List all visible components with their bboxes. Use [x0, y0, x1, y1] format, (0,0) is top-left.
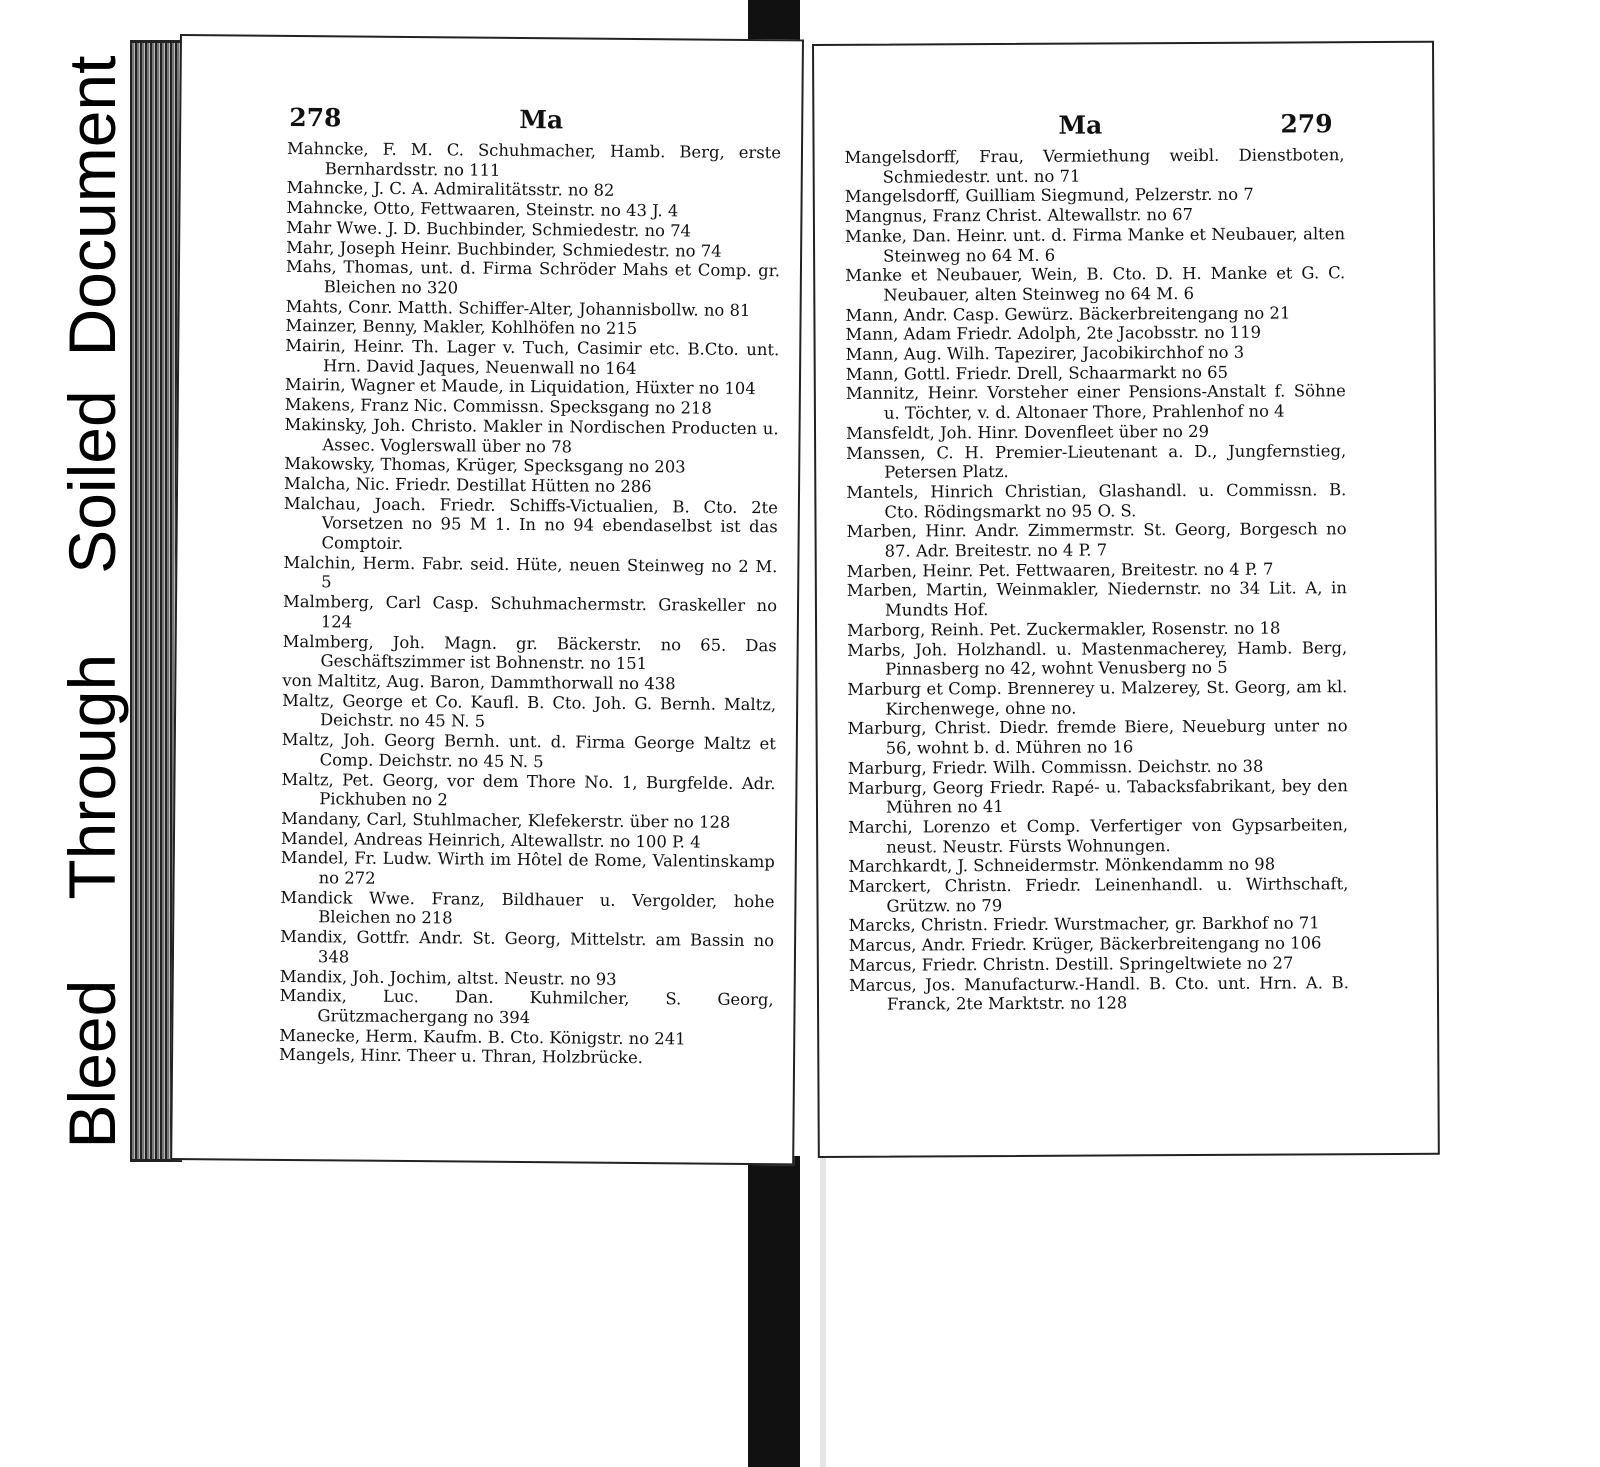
directory-entry: Mansfeldt, Joh. Hinr. Dovenfleet über no 29 — [845, 421, 1210, 443]
directory-entry: Mandix, Joh. Jochim, altst. Neustr. no 93 — [279, 966, 617, 989]
directory-entry: Mahts, Conr. Matth. Schiffer-Alter, Johannisbollw. no 81 — [285, 296, 751, 320]
directory-entry: Manssen, C. H. Premier-Lieutenant a. D., Jungfernstieg, Petersen Platz. — [846, 440, 1347, 482]
directory-entry: Maltz, Pet. Georg, vor dem Thore No. 1, Burgfelde. Adr. Pickhuben no 2 — [281, 769, 776, 810]
directory-entry: Mantels, Hinrich Christian, Glashandl. u. Commissn. B. Cto. Rödingsmarkt no 95 O. S. — [846, 480, 1347, 522]
page-number: 278 — [289, 102, 342, 133]
directory-entry: Marbs, Joh. Holzhandl. u. Mastenmacherey, Hamb. Berg, Pinnasberg no 42, wohnt Venusberg no 5 — [847, 637, 1348, 679]
directory-entry: Marchi, Lorenzo et Comp. Verfertiger von Gypsarbeiten, neust. Neustr. Fürsts Wohnungen. — [848, 815, 1349, 857]
left-page-header — [181, 102, 801, 141]
section-heading: Ma — [1058, 110, 1103, 140]
directory-entry: Mangelsdorff, Frau, Vermiethung weibl. Dienstboten, Schmiedestr. unt. no 71 — [844, 145, 1345, 187]
directory-entries — [845, 145, 1350, 1015]
directory-entry: Mahncke, J. C. A. Admiralitätsstr. no 82 — [286, 178, 615, 201]
left-page — [170, 34, 804, 1165]
directory-entry: Mandix, Luc. Dan. Kuhmilcher, S. Georg, Grützmachergang no 394 — [279, 986, 774, 1028]
directory-entry: Marcus, Andr. Friedr. Krüger, Bäckerbreitengang no 106 — [848, 933, 1322, 955]
directory-entry: Mann, Gottl. Friedr. Drell, Schaarmarkt no 65 — [845, 362, 1229, 384]
directory-entry: Marben, Heinr. Pet. Fettwaaren, Breitestr. no 4 P. 7 — [846, 559, 1274, 581]
binding-shadow-top — [748, 0, 800, 42]
directory-entry: von Maltitz, Aug. Baron, Dammthorwall no 438 — [282, 670, 676, 694]
stamp-word-soiled: Soiled — [55, 390, 129, 574]
stamp-label — [44, 55, 140, 1149]
page-number: 279 — [1280, 109, 1333, 139]
directory-entries — [279, 139, 781, 1069]
directory-entry: Malchau, Joach. Friedr. Schiffs-Victualien, B. Cto. 2te Vorsetzen no 95 M 1. In no 94 ebendaselbst ist das Comptoir. — [283, 493, 778, 554]
directory-entry: Manke et Neubauer, Wein, B. Cto. D. H. Manke et G. C. Neubauer, alten Steinweg no 64 M. 6 — [845, 263, 1346, 305]
directory-entry: Marchkardt, J. Schneidermstr. Mönkendamm no 98 — [848, 854, 1276, 877]
directory-entry: Mandix, Gottfr. Andr. St. Georg, Mittelstr. am Bassin no 348 — [280, 927, 775, 967]
directory-entry: Mangels, Hinr. Theer u. Thran, Holzbrücke. — [279, 1045, 644, 1068]
directory-entry: Maltz, Joh. Georg Bernh. unt. d. Firma George Maltz et Comp. Deichstr. no 45 N. 5 — [281, 730, 776, 771]
right-page-header — [814, 109, 1432, 146]
directory-entry: Mandel, Andreas Heinrich, Altewallstr. no 100 P. 4 — [280, 828, 701, 852]
directory-entry: Marben, Martin, Weinmakler, Niedernstr. no 34 Lit. A, in Mundts Hof. — [846, 578, 1347, 620]
directory-entry: Marcus, Jos. Manufacturw.-Handl. B. Cto. unt. Hrn. A. B. Franck, 2te Marktstr. no 128 — [848, 972, 1349, 1014]
directory-entry: Mannitz, Heinr. Vorsteher einer Pensions-Anstalt f. Söhne u. Töchter, v. d. Altonaer Thore, Prahlenhof no 4 — [845, 381, 1346, 423]
directory-entry: Mann, Aug. Wilh. Tapezirer, Jacobikirchhof no 3 — [845, 342, 1245, 364]
directory-entry: Malchin, Herm. Fabr. seid. Hüte, neuen Steinweg no 2 M. 5 — [283, 552, 778, 592]
binding-shadow-bottom — [748, 1156, 800, 1467]
directory-entry: Mandany, Carl, Stuhlmacher, Klefekerstr. über no 128 — [281, 808, 731, 832]
directory-entry: Maltz, George et Co. Kaufl. B. Cto. Joh. G. Bernh. Maltz, Deichstr. no 45 N. 5 — [282, 690, 777, 732]
directory-entry: Marckert, Christn. Friedr. Leinenhandl. u. Wirthschaft, Grützw. no 79 — [848, 874, 1349, 916]
right-page — [812, 41, 1440, 1158]
directory-entry: Malmberg, Joh. Magn. gr. Bäckerstr. no 65. Das Geschäftszimmer ist Bohnenstr. no 151 — [282, 631, 777, 674]
stamp-label-text — [57, 56, 127, 1149]
directory-entry: Mairin, Wagner et Maude, in Liquidation, Hüxter no 104 — [284, 375, 756, 399]
directory-entry: Mahncke, F. M. C. Schuhmacher, Hamb. Berg, erste Bernhardsstr. no 111 — [286, 138, 782, 180]
directory-entry: Marborg, Reinh. Pet. Zuckermakler, Rosenstr. no 18 — [847, 618, 1281, 640]
directory-entry: Makowsky, Thomas, Krüger, Specksgang no 203 — [284, 454, 686, 477]
directory-entry: Makens, Franz Nic. Commissn. Specksgang no 218 — [284, 395, 712, 418]
directory-entry: Marburg et Comp. Brennerey u. Malzerey, St. Georg, am kl. Kirchenwege, ohne no. — [847, 677, 1348, 719]
directory-entry: Marcus, Friedr. Christn. Destill. Springeltwiete no 27 — [848, 953, 1294, 975]
directory-entry: Mairin, Heinr. Th. Lager v. Tuch, Casimir etc. B.Cto. unt. Hrn. David Jaques, Neuenwall no 164 — [285, 335, 780, 378]
directory-entry: Mainzer, Benny, Makler, Kohlhöfen no 215 — [285, 316, 638, 339]
directory-entry: Makinsky, Joh. Christo. Makler in Nordischen Producten u. Assec. Voglerswall über no 78 — [284, 414, 779, 456]
directory-entry: Mangelsdorff, Guilliam Siegmund, Pelzerstr. no 7 — [844, 185, 1254, 207]
directory-entry: Mahr, Joseph Heinr. Buchbinder, Schmiedestr. no 74 — [286, 237, 722, 261]
directory-entry: Marcks, Christn. Friedr. Wurstmacher, gr. Barkhof no 71 — [848, 913, 1320, 936]
directory-entry: Malcha, Nic. Friedr. Destillat Hütten no 286 — [283, 473, 652, 497]
directory-entry: Mandick Wwe. Franz, Bildhauer u. Vergolder, hohe Bleichen no 218 — [280, 887, 775, 928]
directory-entry: Manke, Dan. Heinr. unt. d. Firma Manke et Neubauer, alten Steinweg no 64 M. 6 — [844, 224, 1346, 266]
directory-entry: Mann, Andr. Casp. Gewürz. Bäckerbreitengang no 21 — [845, 303, 1291, 325]
directory-entry: Mann, Adam Friedr. Adolph, 2te Jacobsstr. no 119 — [845, 322, 1262, 345]
binding-edge-line — [820, 1156, 826, 1467]
directory-entry: Malmberg, Carl Casp. Schuhmachermstr. Graskeller no 124 — [282, 592, 778, 632]
directory-entry: Mahs, Thomas, unt. d. Firma Schröder Mahs et Comp. gr. Bleichen no 320 — [285, 257, 781, 298]
stamp-word-document: Document — [55, 55, 129, 357]
directory-entry: Marburg, Friedr. Wilh. Commissn. Deichstr. no 38 — [847, 756, 1264, 778]
directory-entry: Marburg, Georg Friedr. Rapé- u. Tabacksfabrikant, bey den Mühren no 41 — [847, 775, 1348, 817]
directory-entry: Marben, Hinr. Andr. Zimmermstr. St. Georg, Borgesch no 87. Adr. Breitestr. no 4 P. 7 — [846, 519, 1347, 561]
directory-entry: Mahncke, Otto, Fettwaaren, Steinstr. no 43 J. 4 — [286, 198, 679, 221]
stamp-word-bleed: Bleed — [55, 979, 129, 1149]
directory-entry: Mandel, Fr. Ludw. Wirth im Hôtel de Rome, Valentinskamp no 272 — [280, 848, 775, 888]
stamp-word-through: Through — [55, 653, 129, 900]
directory-entry: Mahr Wwe. J. D. Buchbinder, Schmiedestr. no 74 — [286, 217, 692, 241]
directory-entry: Manecke, Herm. Kaufm. B. Cto. Königstr. no 241 — [279, 1025, 686, 1049]
section-heading: Ma — [519, 104, 564, 135]
directory-entry: Mangnus, Franz Christ. Altewallstr. no 67 — [844, 205, 1194, 226]
directory-entry: Marburg, Christ. Diedr. fremde Biere, Neueburg unter no 56, wohnt b. d. Mühren no 16 — [847, 716, 1348, 758]
